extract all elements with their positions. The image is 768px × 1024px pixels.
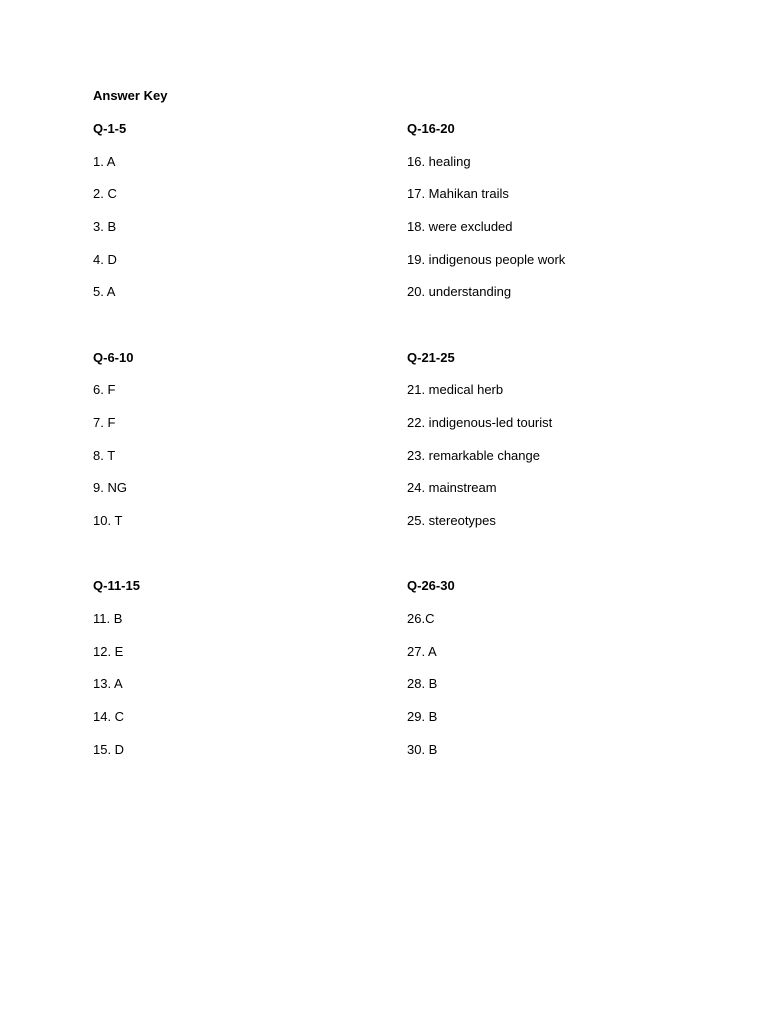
answer-section-q11-15: [93, 577, 393, 773]
answer-item: 19. indigenous people work: [407, 251, 566, 267]
answer-item: 20. understanding: [407, 284, 512, 300]
answer-section-q1-5: [93, 120, 393, 316]
section-heading: Q-11-15: [93, 578, 140, 594]
answer-item: 17. Mahikan trails: [407, 186, 509, 202]
answer-item: 25. stereotypes: [407, 513, 496, 529]
answer-item: 8. T: [93, 447, 116, 463]
answer-item: 7. F: [93, 415, 116, 430]
answer-item: 1. A: [93, 153, 116, 169]
answer-item: 23. remarkable change: [407, 447, 540, 463]
page-title: Answer Key: [93, 88, 168, 103]
answer-section-q16-20: [407, 120, 707, 316]
answer-item: 14. C: [93, 709, 125, 724]
right-column: [407, 120, 707, 806]
answer-item: 13. A: [93, 676, 123, 692]
answer-item: 15. D: [93, 741, 125, 757]
answer-section-q21-25: [407, 349, 707, 545]
answer-item: 12. E: [93, 643, 124, 659]
answer-item: 5. A: [93, 284, 116, 300]
answer-item: 18. were excluded: [407, 219, 513, 235]
section-heading: Q-16-20: [407, 121, 455, 136]
answer-item: 4. D: [93, 251, 117, 267]
answer-item: 26.C: [407, 610, 435, 626]
answer-item: 30. B: [407, 741, 438, 757]
left-column: [93, 120, 393, 806]
answer-section-q26-30: [407, 577, 707, 773]
answer-item: 11. B: [93, 610, 123, 626]
answer-item: 6. F: [93, 382, 116, 398]
answer-section-q6-10: [93, 349, 393, 545]
answer-item: 2. C: [93, 186, 117, 202]
answer-item: 29. B: [407, 709, 438, 724]
answer-item: 3. B: [93, 219, 117, 235]
answer-item: 16. healing: [407, 153, 471, 169]
answer-item: 27. A: [407, 643, 437, 659]
answer-item: 9. NG: [93, 480, 127, 496]
section-heading: Q-6-10: [93, 349, 134, 365]
answer-item: 24. mainstream: [407, 480, 497, 496]
answer-item: 28. B: [407, 676, 438, 692]
answer-item: 22. indigenous-led tourist: [407, 415, 553, 430]
section-heading: Q-21-25: [407, 349, 455, 365]
answer-item: 21. medical herb: [407, 382, 504, 398]
section-heading: Q-26-30: [407, 578, 455, 594]
answer-item: 10. T: [93, 513, 123, 529]
section-heading: Q-1-5: [93, 121, 127, 136]
